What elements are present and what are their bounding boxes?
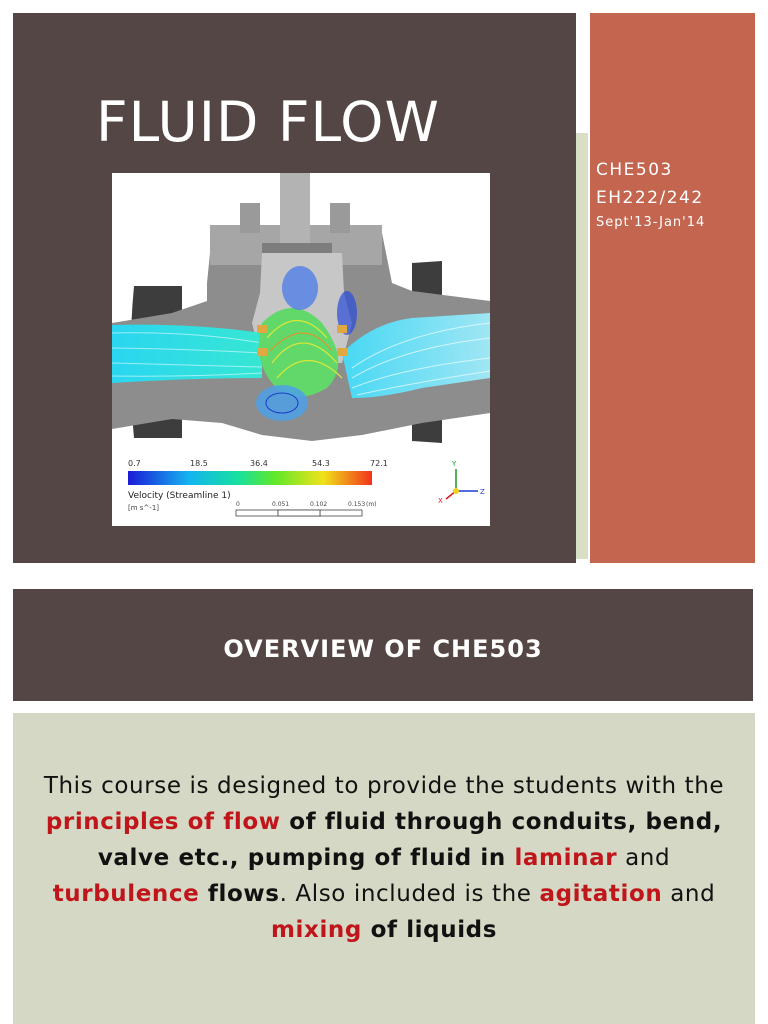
description-text: This course is designed to provide the students with the [43, 773, 725, 799]
highlighted-term: laminar [514, 845, 618, 871]
section-header-slide [13, 589, 753, 701]
accent-tick [576, 127, 588, 133]
highlighted-term: agitation [539, 881, 663, 907]
overview-slide [13, 713, 755, 1024]
legend-title: Velocity (Streamline 1) [128, 491, 231, 501]
course-info-panel [590, 13, 755, 563]
scale-unit: (m) [366, 501, 377, 508]
axis-triad [438, 460, 485, 505]
scale-tick: 0.153 [348, 501, 366, 508]
highlighted-term: turbulence [52, 881, 200, 907]
highlighted-term: mixing [270, 917, 362, 943]
highlighted-term: principles of flow [45, 809, 281, 835]
velocity-color-bar [128, 471, 372, 485]
legend-tick: 72.1 [370, 459, 388, 468]
course-groups: EH222/242 [596, 188, 704, 208]
scale-tick: 0.051 [272, 501, 290, 508]
description-text: and [662, 881, 716, 907]
description-text: flows [199, 881, 280, 907]
course-description [33, 768, 735, 948]
description-text: of liquids [361, 917, 498, 943]
axis-label-y: Y [452, 460, 457, 468]
scale-tick: 0 [236, 501, 240, 508]
valve-cross-section-illustration [112, 173, 490, 526]
course-session: Sept'13-Jan'14 [596, 215, 706, 230]
axis-label-z: Z [480, 488, 485, 496]
section-heading: OVERVIEW OF CHE503 [223, 635, 543, 663]
legend-unit: [m s^-1] [128, 504, 159, 512]
legend-tick: 54.3 [312, 459, 330, 468]
legend-tick: 36.4 [250, 459, 268, 468]
course-info [596, 156, 705, 234]
description-text: of fluid through conduits, bend, valve etc., pumping of fluid in [97, 809, 723, 871]
course-code: CHE503 [596, 160, 673, 180]
scale-tick: 0.102 [310, 501, 328, 508]
length-scale-bar [236, 510, 362, 516]
description-text: . Also included is the [279, 881, 540, 907]
accent-strip [576, 127, 588, 559]
valve-flow-figure [112, 173, 490, 526]
axis-label-x: X [438, 497, 443, 505]
legend-tick: 18.5 [190, 459, 208, 468]
description-text: and [617, 845, 671, 871]
legend-tick: 0.7 [128, 459, 141, 468]
slide-title: FLUID FLOW [96, 90, 440, 154]
